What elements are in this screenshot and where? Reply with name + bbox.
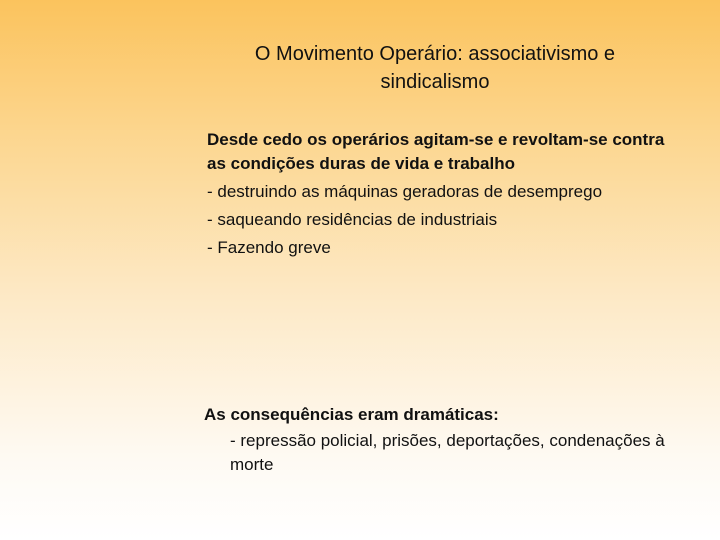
section-heading: As consequências eram dramáticas: — [204, 405, 499, 424]
section-intro-text: Desde cedo os operários agitam-se e revoltam-se contra as condições duras de vida e trabalho — [207, 130, 665, 173]
slide-title: O Movimento Operário: associativismo e sindicalismo — [254, 43, 616, 93]
bullet-item: - repressão policial, prisões, deportações, condenações à morte — [230, 431, 665, 474]
bullet-item: - saqueando residências de industriais — [207, 210, 498, 229]
bullet-item: - destruindo as máquinas geradoras de desemprego — [207, 182, 603, 201]
section-consequences — [204, 403, 674, 477]
section-revolts — [207, 128, 667, 264]
bullet-item: - Fazendo greve — [207, 238, 331, 257]
